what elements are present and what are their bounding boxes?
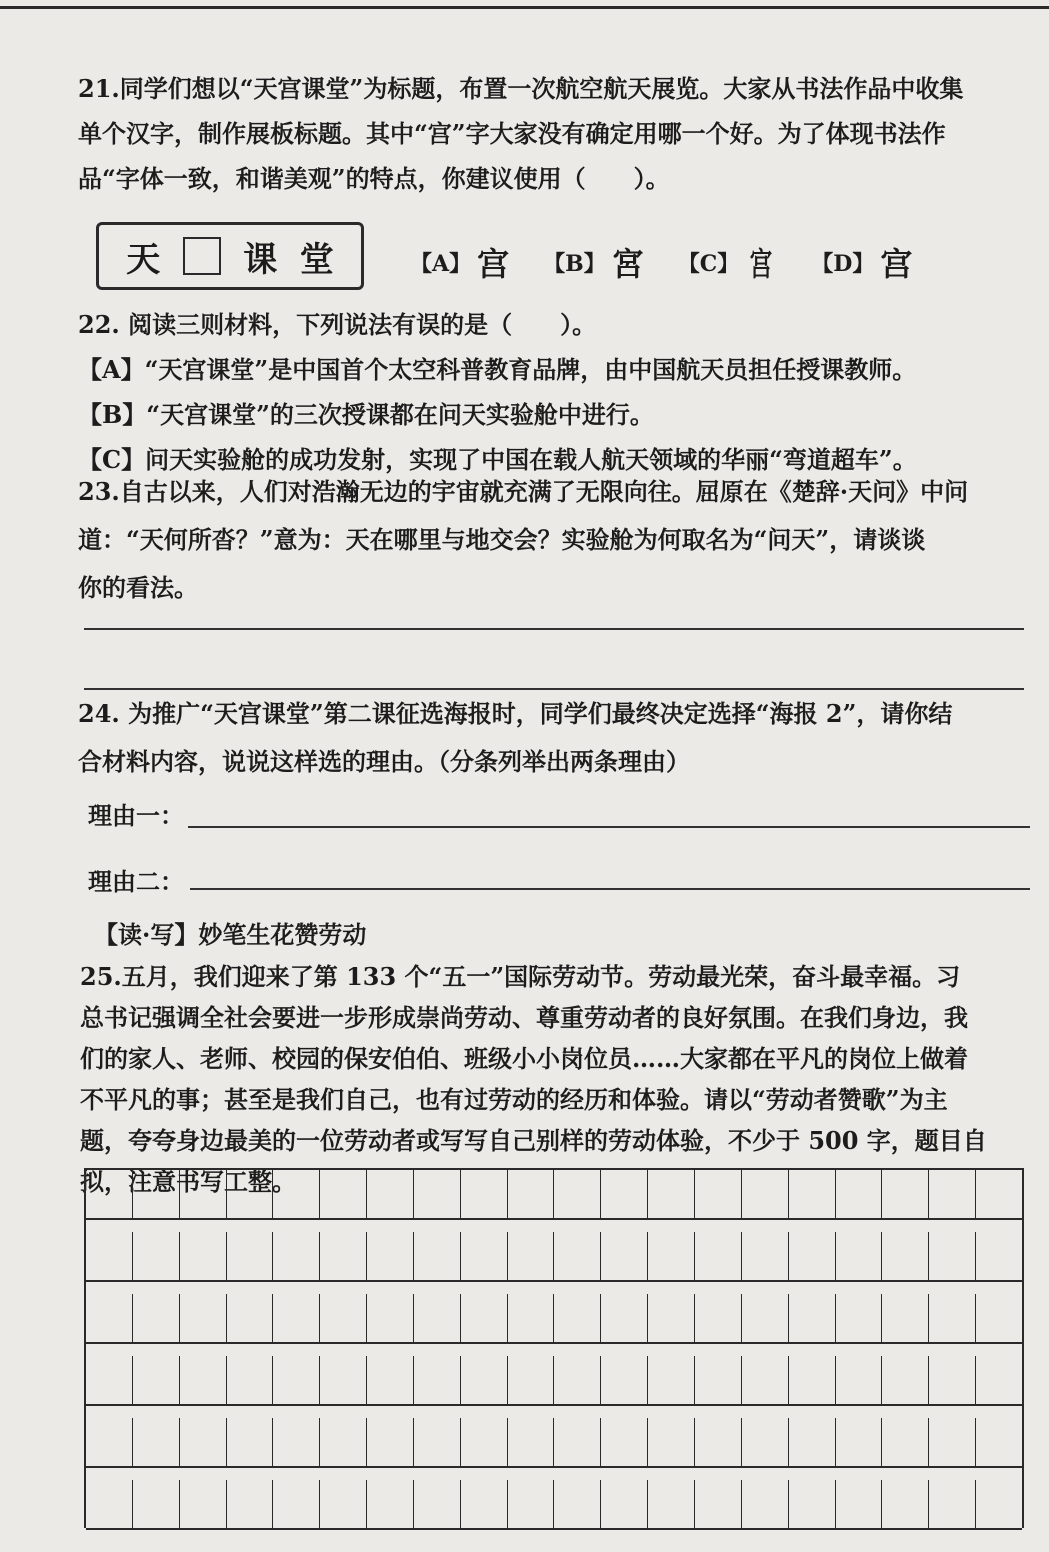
option-glyph: 宫 bbox=[880, 245, 913, 283]
q23-answer-line-1[interactable] bbox=[84, 628, 1024, 630]
grid-cell[interactable] bbox=[742, 1232, 789, 1280]
grid-row bbox=[86, 1294, 1022, 1344]
grid-cell[interactable] bbox=[976, 1356, 1022, 1404]
q22-line: 22. 阅读三则材料，下列说法有误的是（ ）。 bbox=[78, 310, 597, 339]
q25-line: 题，夸夸身边最美的一位劳动者或写写自己别样的劳动体验，不少于 500 字，题目自 bbox=[80, 1126, 987, 1155]
q25-line: 们的家人、老师、校园的保安伯伯、班级小小岗位员……大家都在平凡的岗位上做着 bbox=[80, 1044, 968, 1073]
grid-cell[interactable] bbox=[508, 1170, 555, 1218]
grid-cell[interactable] bbox=[976, 1480, 1022, 1528]
grid-cell[interactable] bbox=[414, 1294, 461, 1342]
grid-cell[interactable] bbox=[461, 1170, 508, 1218]
grid-cell[interactable] bbox=[929, 1294, 976, 1342]
option-d[interactable] bbox=[811, 239, 912, 285]
grid-cell[interactable] bbox=[789, 1356, 836, 1404]
grid-cell[interactable] bbox=[742, 1294, 789, 1342]
grid-cell[interactable] bbox=[695, 1480, 742, 1528]
grid-cell[interactable] bbox=[273, 1418, 320, 1466]
q23-line: 道：“天何所沓？”意为：天在哪里与地交会？实验舱为何取名为“问天”，请谈谈 bbox=[78, 525, 926, 554]
grid-cell[interactable] bbox=[273, 1170, 320, 1218]
option-glyph: 宮 bbox=[611, 245, 644, 283]
grid-cell[interactable] bbox=[133, 1232, 180, 1280]
q23-line: 23.自古以来，人们对浩瀚无边的宇宙就充满了无限向往。屈原在《楚辞·天问》中问 bbox=[78, 477, 969, 506]
grid-cell[interactable] bbox=[648, 1418, 695, 1466]
grid-cell[interactable] bbox=[273, 1356, 320, 1404]
grid-cell[interactable] bbox=[976, 1170, 1022, 1218]
grid-cell[interactable] bbox=[789, 1294, 836, 1342]
grid-cell[interactable] bbox=[601, 1294, 648, 1342]
grid-cell[interactable] bbox=[742, 1356, 789, 1404]
grid-cell[interactable] bbox=[86, 1170, 133, 1218]
writing-grid[interactable] bbox=[84, 1168, 1024, 1528]
q25-line: 总书记强调全社会要进一步形成崇尚劳动、尊重劳动者的良好氛围。在我们身边，我 bbox=[80, 1003, 968, 1032]
grid-cell[interactable] bbox=[227, 1170, 274, 1218]
grid-cell[interactable] bbox=[227, 1480, 274, 1528]
grid-cell[interactable] bbox=[133, 1294, 180, 1342]
grid-cell[interactable] bbox=[320, 1480, 367, 1528]
grid-row bbox=[86, 1232, 1022, 1282]
grid-cell[interactable] bbox=[695, 1356, 742, 1404]
grid-cell[interactable] bbox=[180, 1294, 227, 1342]
grid-cell[interactable] bbox=[508, 1480, 555, 1528]
grid-cell[interactable] bbox=[976, 1232, 1022, 1280]
grid-cell[interactable] bbox=[882, 1294, 929, 1342]
grid-cell[interactable] bbox=[742, 1170, 789, 1218]
grid-cell[interactable] bbox=[554, 1480, 601, 1528]
grid-cell[interactable] bbox=[133, 1480, 180, 1528]
grid-cell[interactable] bbox=[929, 1480, 976, 1528]
grid-cell[interactable] bbox=[508, 1356, 555, 1404]
grid-cell[interactable] bbox=[789, 1418, 836, 1466]
grid-cell[interactable] bbox=[554, 1170, 601, 1218]
grid-cell[interactable] bbox=[273, 1480, 320, 1528]
grid-cell[interactable] bbox=[742, 1480, 789, 1528]
grid-cell[interactable] bbox=[367, 1294, 414, 1342]
option-c[interactable] bbox=[678, 239, 778, 285]
q22-option-b[interactable]: 【B】“天宫课堂”的三次授课都在问天实验舱中进行。 bbox=[78, 400, 654, 429]
question-23 bbox=[78, 468, 1023, 612]
question-25 bbox=[80, 956, 1025, 1202]
grid-cell[interactable] bbox=[695, 1232, 742, 1280]
grid-cell[interactable] bbox=[601, 1480, 648, 1528]
grid-cell[interactable] bbox=[86, 1480, 133, 1528]
q22-option-a[interactable]: 【A】“天宫课堂”是中国首个太空科普教育品牌，由中国航天员担任授课教师。 bbox=[78, 355, 917, 384]
grid-cell[interactable] bbox=[742, 1418, 789, 1466]
option-label: 【A】 bbox=[410, 250, 472, 277]
option-a[interactable] bbox=[410, 239, 509, 285]
grid-cell[interactable] bbox=[461, 1294, 508, 1342]
grid-cell[interactable] bbox=[882, 1418, 929, 1466]
grid-cell[interactable] bbox=[414, 1170, 461, 1218]
grid-cell[interactable] bbox=[273, 1232, 320, 1280]
grid-cell[interactable] bbox=[86, 1294, 133, 1342]
grid-cell[interactable] bbox=[227, 1232, 274, 1280]
grid-cell[interactable] bbox=[554, 1418, 601, 1466]
q25-line: 25.五月，我们迎来了第 133 个“五一”国际劳动节。劳动最光荣，奋斗最幸福。习 bbox=[80, 962, 961, 991]
grid-cell[interactable] bbox=[133, 1170, 180, 1218]
grid-cell[interactable] bbox=[414, 1480, 461, 1528]
grid-row bbox=[86, 1356, 1022, 1406]
grid-cell[interactable] bbox=[695, 1170, 742, 1218]
grid-cell[interactable] bbox=[789, 1480, 836, 1528]
grid-row bbox=[86, 1418, 1022, 1468]
grid-cell[interactable] bbox=[320, 1232, 367, 1280]
grid-cell[interactable] bbox=[227, 1418, 274, 1466]
blank-square-icon bbox=[183, 237, 221, 275]
q25-line: 不平凡的事；甚至是我们自己，也有过劳动的经历和体验。请以“劳动者赞歌”为主 bbox=[80, 1085, 948, 1114]
grid-cell[interactable] bbox=[882, 1170, 929, 1218]
title-char: 课 bbox=[243, 239, 278, 280]
grid-cell[interactable] bbox=[180, 1170, 227, 1218]
grid-cell[interactable] bbox=[320, 1294, 367, 1342]
option-b[interactable] bbox=[543, 239, 644, 285]
grid-cell[interactable] bbox=[227, 1294, 274, 1342]
grid-cell[interactable] bbox=[929, 1232, 976, 1280]
grid-cell[interactable] bbox=[601, 1356, 648, 1404]
grid-cell[interactable] bbox=[648, 1480, 695, 1528]
grid-cell[interactable] bbox=[882, 1356, 929, 1404]
grid-cell[interactable] bbox=[648, 1356, 695, 1404]
title-board bbox=[96, 222, 364, 290]
grid-cell[interactable] bbox=[461, 1356, 508, 1404]
grid-cell[interactable] bbox=[86, 1418, 133, 1466]
grid-cell[interactable] bbox=[133, 1356, 180, 1404]
grid-cell[interactable] bbox=[320, 1418, 367, 1466]
grid-cell[interactable] bbox=[414, 1418, 461, 1466]
grid-cell[interactable] bbox=[695, 1418, 742, 1466]
section-title: 【读·写】妙笔生花赞劳动 bbox=[94, 920, 367, 949]
grid-row bbox=[86, 1170, 1022, 1220]
grid-cell[interactable] bbox=[86, 1232, 133, 1280]
grid-cell[interactable] bbox=[367, 1480, 414, 1528]
grid-cell[interactable] bbox=[180, 1418, 227, 1466]
q24-line: 24. 为推广“天宫课堂”第二课征选海报时，同学们最终决定选择“海报 2”，请你结 bbox=[78, 699, 953, 728]
reason-one-answer-line[interactable] bbox=[188, 826, 1030, 828]
grid-cell[interactable] bbox=[929, 1356, 976, 1404]
grid-cell[interactable] bbox=[695, 1294, 742, 1342]
grid-cell[interactable] bbox=[367, 1170, 414, 1218]
option-label: 【D】 bbox=[811, 250, 875, 277]
grid-cell[interactable] bbox=[836, 1294, 883, 1342]
grid-cell[interactable] bbox=[367, 1356, 414, 1404]
grid-cell[interactable] bbox=[180, 1480, 227, 1528]
grid-cell[interactable] bbox=[320, 1170, 367, 1218]
grid-cell[interactable] bbox=[414, 1232, 461, 1280]
grid-cell[interactable] bbox=[836, 1418, 883, 1466]
grid-cell[interactable] bbox=[227, 1356, 274, 1404]
option-glyph: 宫 bbox=[477, 245, 510, 283]
grid-cell[interactable] bbox=[273, 1294, 320, 1342]
grid-cell[interactable] bbox=[86, 1356, 133, 1404]
reason-two-answer-line[interactable] bbox=[190, 888, 1030, 890]
section-heading bbox=[94, 912, 1039, 957]
grid-cell[interactable] bbox=[648, 1294, 695, 1342]
q21-line: 品“字体一致，和谐美观”的特点，你建议使用（ ）。 bbox=[78, 164, 670, 193]
grid-cell[interactable] bbox=[554, 1232, 601, 1280]
grid-cell[interactable] bbox=[508, 1294, 555, 1342]
reason-two-label: 理由二： bbox=[88, 867, 184, 896]
grid-cell[interactable] bbox=[836, 1232, 883, 1280]
q21-line: 单个汉字，制作展板标题。其中“宫”字大家没有确定用哪一个好。为了体现书法作 bbox=[78, 119, 946, 148]
grid-cell[interactable] bbox=[976, 1294, 1022, 1342]
grid-cell[interactable] bbox=[554, 1294, 601, 1342]
grid-cell[interactable] bbox=[461, 1418, 508, 1466]
grid-cell[interactable] bbox=[554, 1356, 601, 1404]
q25-line: 拟，注意书写工整。 bbox=[80, 1167, 296, 1196]
grid-cell[interactable] bbox=[789, 1232, 836, 1280]
grid-cell[interactable] bbox=[882, 1480, 929, 1528]
grid-cell[interactable] bbox=[367, 1418, 414, 1466]
q23-line: 你的看法。 bbox=[78, 573, 198, 602]
grid-cell[interactable] bbox=[367, 1232, 414, 1280]
grid-cell[interactable] bbox=[789, 1170, 836, 1218]
grid-cell[interactable] bbox=[508, 1232, 555, 1280]
q21-options bbox=[410, 236, 913, 288]
grid-cell[interactable] bbox=[648, 1232, 695, 1280]
question-24 bbox=[78, 690, 1023, 786]
q24-line: 合材料内容，说说这样选的理由。（分条列举出两条理由） bbox=[78, 747, 690, 776]
grid-cell[interactable] bbox=[133, 1418, 180, 1466]
grid-cell[interactable] bbox=[461, 1232, 508, 1280]
grid-cell[interactable] bbox=[976, 1418, 1022, 1466]
q22-option-c[interactable]: 【C】问天实验舱的成功发射，实现了中国在载人航天领域的华丽“弯道超车”。 bbox=[78, 445, 917, 474]
grid-cell[interactable] bbox=[836, 1356, 883, 1404]
top-rule bbox=[0, 6, 1049, 9]
grid-cell[interactable] bbox=[180, 1232, 227, 1280]
grid-cell[interactable] bbox=[414, 1356, 461, 1404]
grid-cell[interactable] bbox=[320, 1356, 367, 1404]
grid-row bbox=[86, 1480, 1022, 1530]
option-label: 【C】 bbox=[677, 250, 740, 277]
grid-cell[interactable] bbox=[882, 1232, 929, 1280]
question-21 bbox=[78, 66, 1023, 201]
title-char: 堂 bbox=[299, 239, 334, 280]
title-char: 天 bbox=[126, 239, 161, 280]
grid-cell[interactable] bbox=[180, 1356, 227, 1404]
grid-cell[interactable] bbox=[508, 1418, 555, 1466]
grid-cell[interactable] bbox=[461, 1480, 508, 1528]
grid-cell[interactable] bbox=[601, 1170, 648, 1218]
grid-cell[interactable] bbox=[929, 1418, 976, 1466]
grid-cell[interactable] bbox=[836, 1480, 883, 1528]
q21-line: 21.同学们想以“天宫课堂”为标题，布置一次航空航天展览。大家从书法作品中收集 bbox=[78, 74, 964, 103]
reason-one-label: 理由一： bbox=[88, 801, 184, 830]
question-22 bbox=[78, 302, 1023, 482]
grid-cell[interactable] bbox=[648, 1170, 695, 1218]
grid-cell[interactable] bbox=[601, 1232, 648, 1280]
grid-cell[interactable] bbox=[836, 1170, 883, 1218]
grid-cell[interactable] bbox=[601, 1418, 648, 1466]
option-label: 【B】 bbox=[543, 250, 606, 277]
option-glyph: 宫 bbox=[750, 245, 773, 283]
grid-cell[interactable] bbox=[929, 1170, 976, 1218]
